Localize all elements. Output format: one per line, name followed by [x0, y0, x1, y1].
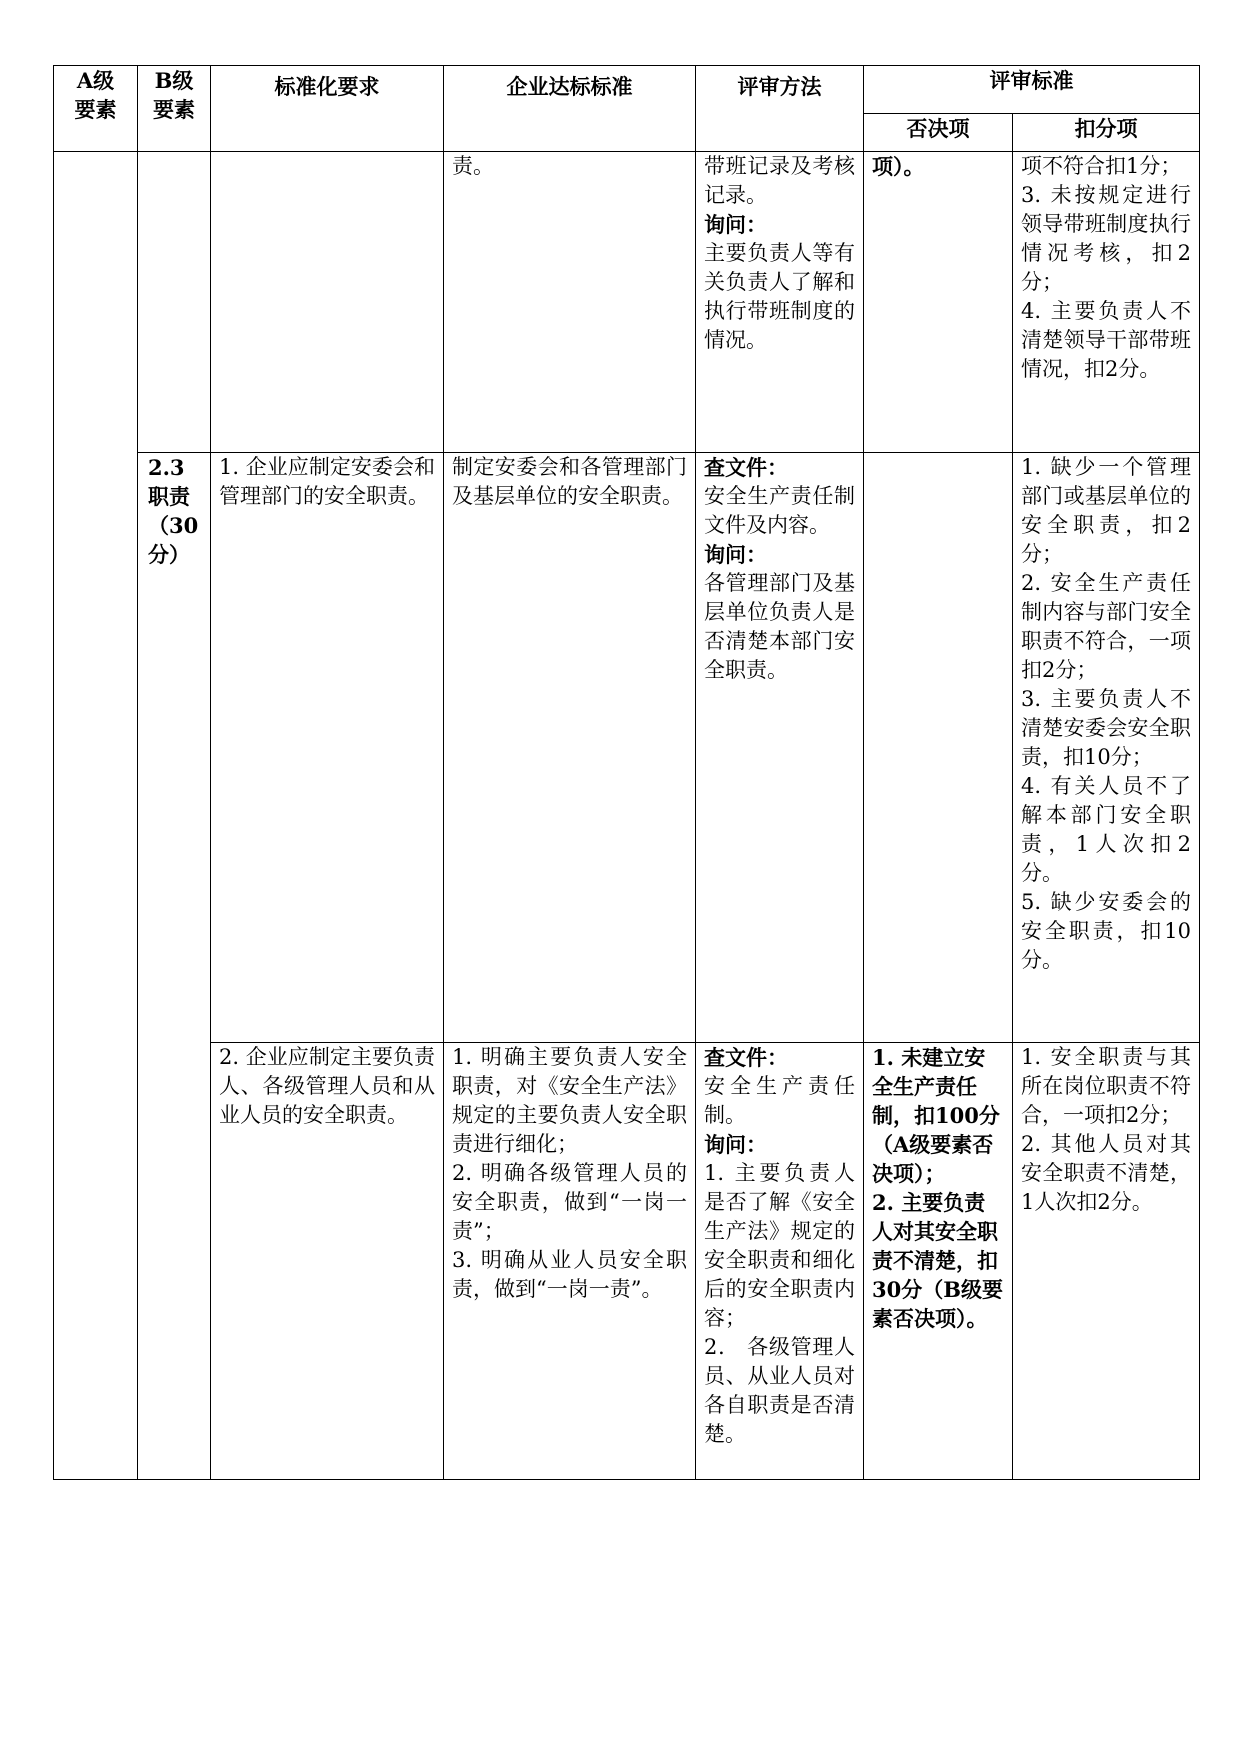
method-text: 带班记录及考核记录。 — [704, 154, 855, 207]
header-veto: 否决项 — [864, 114, 1013, 152]
header-deduct: 扣分项 — [1013, 114, 1200, 152]
b-level-cell: 2.3职责（30分） — [138, 453, 211, 1480]
deduct-item: 4. 有关人员不了解本部门安全职责，1人次扣2分。 — [1021, 774, 1191, 885]
deduct-item: 4. 主要负责人不清楚领导干部带班情况，扣2分。 — [1021, 299, 1191, 381]
method-text: 各管理部门及基层单位负责人是否清楚本部门安全职责。 — [704, 571, 855, 682]
header-method: 评审方法 — [696, 66, 864, 152]
method-label: 查文件： — [704, 1045, 788, 1070]
deduct-item: 1. 安全职责与其所在岗位职责不符合，一项扣2分； — [1021, 1045, 1191, 1127]
method-cell — [696, 453, 864, 1043]
method-text: 安全生产责任制。 — [704, 1074, 855, 1127]
deduct-item: 5. 缺少安委会的安全职责，扣10分。 — [1021, 890, 1191, 972]
method-text: 主要负责人等有关负责人了解和执行带班制度的情况。 — [704, 241, 855, 352]
standard-cell: 制定安委会和各管理部门及基层单位的安全职责。 — [444, 453, 696, 1043]
deduct-item: 3. 未按规定进行领导带班制度执行情况考核，扣2分； — [1021, 183, 1191, 294]
header-requirement: 标准化要求 — [211, 66, 444, 152]
header-criteria: 评审标准 — [864, 66, 1200, 114]
table-row — [54, 1043, 1200, 1480]
method-cell — [696, 152, 864, 453]
veto-cell: 项）。 — [864, 152, 1013, 453]
table-row — [54, 152, 1200, 453]
veto-item: 2. 主要负责人对其安全职责不清楚，扣30分（B级要素否决项）。 — [872, 1190, 1003, 1331]
method-text: 2． 各级管理人员、从业人员对各自职责是否清楚。 — [704, 1335, 855, 1446]
deduct-item: 2. 其他人员对其安全职责不清楚，1人次扣2分。 — [1021, 1132, 1191, 1214]
method-text: 1. 主要负责人是否了解《安全生产法》规定的安全职责和细化后的安全职责内容； — [704, 1161, 855, 1330]
header-a-level: A级要素 — [54, 66, 138, 152]
method-text: 安全生产责任制文件及内容。 — [704, 484, 855, 537]
b-level-cell — [138, 152, 211, 453]
standard-cell — [444, 1043, 696, 1480]
a-level-cell — [54, 152, 138, 1480]
veto-cell — [864, 1043, 1013, 1480]
method-label: 询问： — [704, 1132, 767, 1157]
table-row — [54, 453, 1200, 1043]
standard-cell: 责。 — [444, 152, 696, 453]
veto-item: 1. 未建立安全生产责任制，扣100分（A级要素否决项）； — [872, 1045, 1000, 1186]
requirement-cell: 1. 企业应制定安委会和管理部门的安全职责。 — [211, 453, 444, 1043]
method-label: 询问： — [704, 212, 767, 237]
standard-item: 2. 明确各级管理人员的安全职责，做到“一岗一责”； — [452, 1161, 687, 1243]
standard-item: 3. 明确从业人员安全职责，做到“一岗一责”。 — [452, 1248, 687, 1301]
method-cell — [696, 1043, 864, 1480]
deduct-cell — [1013, 152, 1200, 453]
header-standard: 企业达标标准 — [444, 66, 696, 152]
standards-table — [53, 65, 1200, 1480]
header-b-level: B级要素 — [138, 66, 211, 152]
requirement-cell — [211, 152, 444, 453]
deduct-cell — [1013, 453, 1200, 1043]
standard-item: 1. 明确主要负责人安全职责，对《安全生产法》规定的主要负责人安全职责进行细化； — [452, 1045, 687, 1156]
deduct-cell — [1013, 1043, 1200, 1480]
deduct-item: 1. 缺少一个管理部门或基层单位的安全职责，扣2分； — [1021, 455, 1191, 566]
veto-cell — [864, 453, 1013, 1043]
method-label: 询问： — [704, 542, 767, 567]
deduct-item: 项不符合扣1分； — [1021, 154, 1182, 178]
deduct-item: 2. 安全生产责任制内容与部门安全职责不符合，一项扣2分； — [1021, 571, 1191, 682]
method-label: 查文件： — [704, 455, 788, 480]
requirement-cell: 2. 企业应制定主要负责人、各级管理人员和从业人员的安全职责。 — [211, 1043, 444, 1480]
deduct-item: 3. 主要负责人不清楚安委会安全职责，扣10分； — [1021, 687, 1191, 769]
